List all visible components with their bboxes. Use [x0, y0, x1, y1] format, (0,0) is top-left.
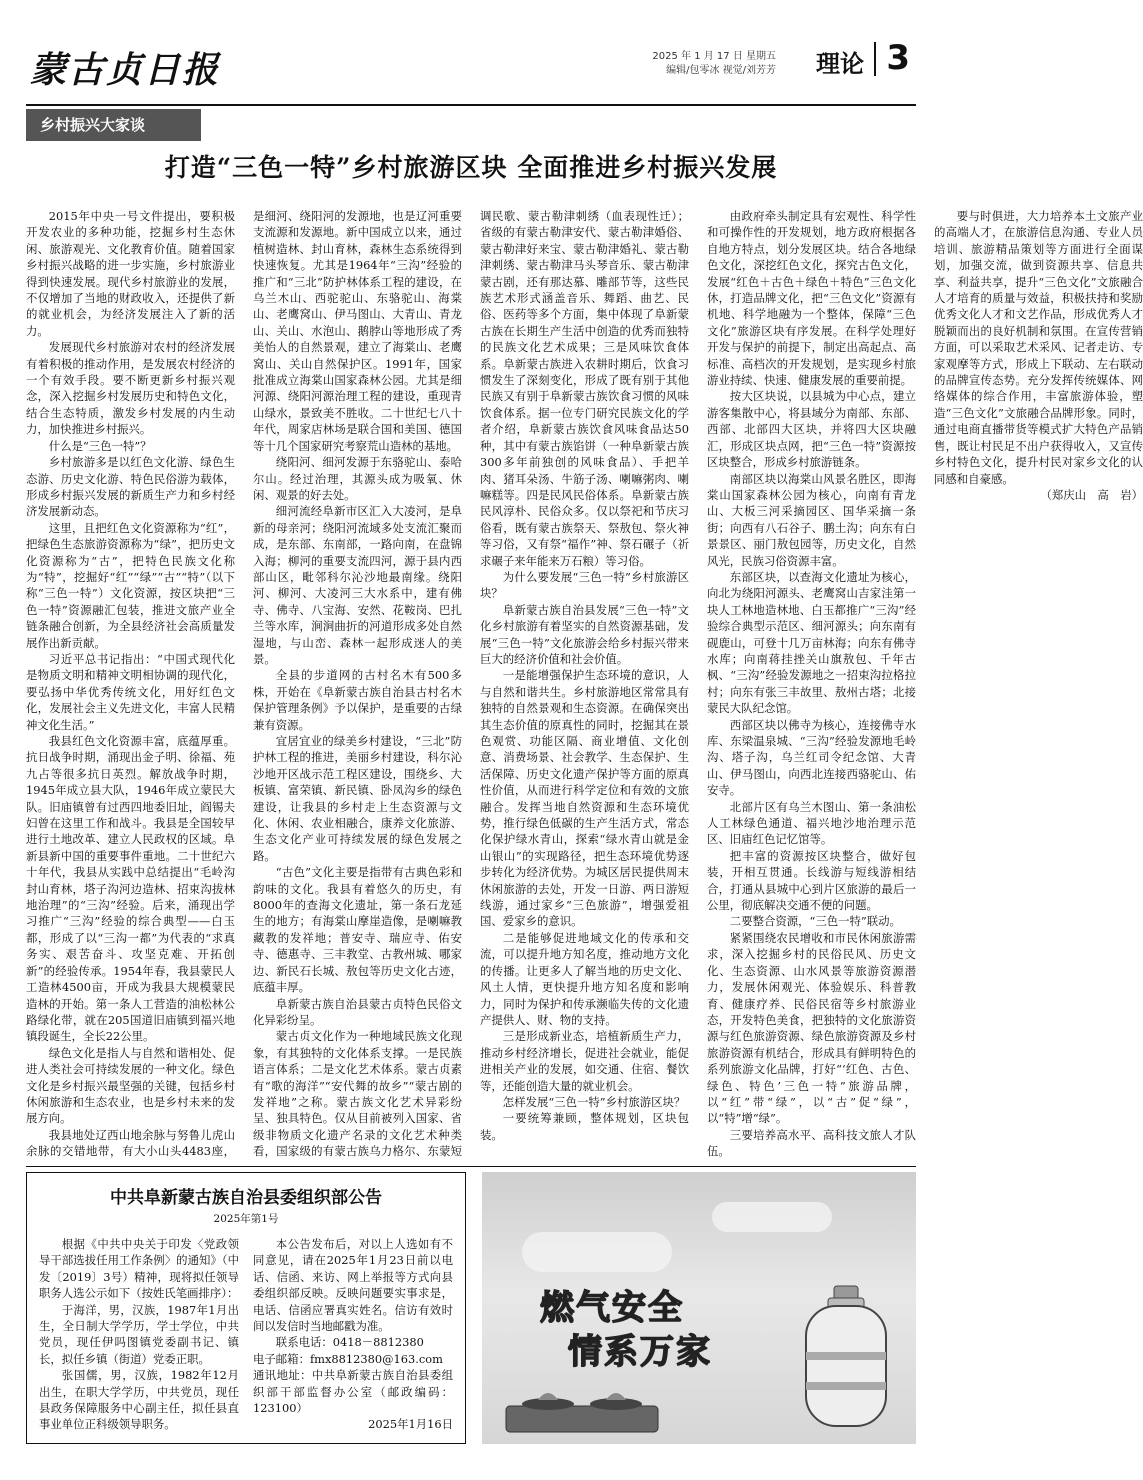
article-paragraph: 西部区块以佛寺为核心，连接佛寺水库、东梁温泉城、“三沟”经验发源地毛岭沟、塔子沟，乌兰红司令纪念馆、大青山、伊马图山，向西北连接西骆驼山、佑安寺。 [707, 717, 916, 798]
cloud-shape [712, 1202, 832, 1232]
notice-phone: 联系电话：0418－8812380 [275, 1335, 424, 1350]
article-paragraph: 由政府牵头制定具有宏观性、科学性和可操作性的开发规划，地方政府根据各自地方特点，划分发展区块。结合各地绿色文化，深挖红色文化，探究古色文化，发展“红色＋古色＋绿色＋特色”三色文化休，打造品牌文化，把“三色文化”资源有机地、科学地融为一个整体，保障“三色文化”旅游区块有序发展。在科学处理好开发与保护的前提下，制定出高起点、高标准、高档次的开发规划，是实现乡村旅游业持续、快速、健康发展的重要前提。 [707, 209, 916, 388]
article-paragraph: 乡村旅游多是以红色文化游、绿色生态游、历史文化游、特色民俗游为载体，形成乡村振兴发展的新质生产力和乡村经济发展新动态。 [26, 455, 235, 519]
notice-date: 2025年1月16日 [368, 1417, 453, 1432]
article-paragraph: 2015年中央一号文件提出，要积极开发农业的多种功能，挖掘乡村生态休闲、旅游观光、文化教育价值。随着国家乡村振兴战略的进一步实施，乡村旅游业得到快速发展。现代乡村旅游业的发展，不仅增加了当地的财政收入，还提供了新的就业机会，为经济发展注入了新的活力。 [26, 209, 235, 338]
gas-safety-ad [482, 1172, 916, 1444]
notice-paragraph: 张国儒，男，汉族，1982年12月出生，在职大学学历，中共党员，现任县政务保障服务中心副主任，拟任县直事业单位正科级领导职务。 [39, 1368, 239, 1432]
article-paragraph: 阜新蒙古族自治县发展“三色一特”文化乡村旅游有着坚实的自然资源基础，发展“三色一特”文化旅游会给乡村振兴带来巨大的经济价值和社会价值。 [480, 602, 689, 666]
gas-tank-icon [798, 1282, 894, 1432]
header-rule [26, 104, 916, 106]
article-paragraph: 什么是“三色一特”？ [48, 438, 152, 453]
article-paragraph: 北部片区有乌兰木图山、第一条油松人工林绿色通道、福兴地沙地治理示范区、旧庙红色记忆馆等。 [707, 799, 916, 847]
article-paragraph: 阜新蒙古族自治县蒙古贞特色民俗文化异彩纷呈。 [253, 996, 462, 1027]
issue-meta [652, 50, 776, 78]
article-paragraph: 三要培养高水平、高科技文旅人才队伍。 [707, 1127, 916, 1159]
article-paragraph: 一是能增强保护生态环境的意识，人与自然和谐共生。乡村旅游地区常常具有独特的自然景观和生态资源。在确保突出其生态价值的原真性的同时，挖掘其在景色观赏、功能区隔、商业增值、文化创意、消费场景、社会教学、生态保护、生活保障、历史文化遗产保护等方面的原真性价值，从而进行科学定位和有效的文旅融合。发挥当地自然资源和生态环境优势，推行绿色低碳的生产生活方式，常态化保护绿水青山，探索“绿水青山就是金山银山”的实现路径，把生态环境优势逐步转化为经济优势。为城区居民提供周末休闲旅游的去处，开发一日游、两日游短线游，通过家乡“三色旅游”，增强爱祖国、爱家乡的意识。 [480, 668, 689, 929]
editors-line: 编辑/包零冰 视觉/刘芳芳 [666, 65, 776, 76]
article-paragraph: 发展现代乡村旅游对农村的经济发展有着积极的推动作用，是发展农村经济的一个有效手段。要不断更新乡村振兴观念，深入挖掘乡村发展历史和特色文化，结合生态特质，激发乡村发展的内生动力，加快推进乡村振兴。 [26, 340, 235, 437]
page-number: 3 [886, 38, 910, 78]
article-paragraph: 按大区块说，以县城为中心点，建立游客集散中心，将县域分为南部、东部、西部、北部四大区块，并将四大区块融汇，形成区块点网，把“三色一特”资源按区块整合，形成乡村旅游链条。 [707, 389, 916, 470]
article-paragraph: 要与时俱进，大力培养本土文旅产业的高端人才，在旅游信息沟通、专业人员培训、旅游精品策划等方面进行全面谋划，加强交流，做到资源共享、信息共享、利益共享，提升“三色文化”文旅融合人才培育的质量与效益，积极扶持和奖励优秀文化人才和文艺作品，形成优秀人才脱颖而出的良好机制和氛围。在宣传营销方面，可以采取艺术采风、记者走访、专家观摩等方式，形成上下联动、左右联动的品牌宣传态势。充分发挥传统媒体、网络媒体的综合作用，丰富旅游体验，塑造“三色文化”文旅融合品牌形象。同时，通过电商直播带货等模式扩大特色产品销售，既让村民足不出户获得收入，又宣传乡村特色文化，提升村民对家乡文化的认同感和自豪感。 [934, 209, 1143, 486]
article-paragraph: 紧紧围绕农民增收和市民休闲旅游需求，深入挖掘乡村的民俗民风、历史文化、生态资源、山水风景等旅游资源潜力，发展休闲观光、体验娱乐、科普教育、健康疗养、民俗民宿等乡村旅游业态，开发特色美食，把独特的文化旅游资源与红色旅游资源、绿色旅游资源及乡村旅游资源有机结合，形成具有鲜明特色的系列旅游文化品牌，打好“‘红色、古色、绿色、特色’三色一特”旅游品牌，以“红”带“绿”，以“古”促“绿”，以“特”增“绿”。 [707, 930, 916, 1126]
notice-title: 中共阜新蒙古族自治县委组织部公告 [110, 1188, 382, 1208]
article-paragraph: 二是能够促进地域文化的传承和交流，可以提升地方知名度，推动地方文化的传播。让更多人了解当地的历史文化、风土人情，更快提升地方知名度和影响力，同时为保护和传承濒临失传的文化遗产提供人、财、物的支持。 [480, 930, 689, 1027]
article-paragraph: 二要整合资源，“三色一特”联动。 [729, 914, 901, 929]
cloud-shape [522, 1232, 672, 1272]
article-paragraph: 把丰富的资源按区块整合，做好包装，开相互贯通。长线游与短线游相结合，打通从县城中心到片区旅游的最后一公里，彻底解决交通不便的问题。 [707, 848, 916, 913]
article-paragraph: 宜居宜业的绿美乡村建设，“三北”防护林工程的推进，美丽乡村建设，科尔沁沙地开区战示范工程区建设，围绕乡、大板镇、富荣镇、新民镇、卧凤沟乡的绿色建设，让我县的乡村走上生态资源与文化、休闲、农业相融合，康养文化旅游、生态文化产业可持续发展的绿色发展之路。 [253, 734, 462, 863]
ad-slogan-2: 情系万家 [568, 1332, 712, 1372]
ad-slogan-1: 燃气安全 [540, 1288, 684, 1328]
article-paragraph: 全县的步道网的古村名木有500多株，开始在《阜新蒙古族自治县古村名木保护管理条例》予以保护，是重要的古绿兼有资源。 [253, 668, 462, 732]
section-divider [874, 42, 876, 76]
article-paragraph: 东部区块，以查海文化遗址为核心，向北为绕阳河源头、老鹰窝山吉家洼第一块人工林地造林地、白玉都推广“三沟”经验综合典型示范区、细河源头；向东南有砚鹿山，可登十几万亩林海；向东有佛寺水库；向南蒋挂挫关山旗敖包、千年古枫、“三沟”经验发源地之一招束沟拉格拉村；向东有张三丰故里、敖州古塔；北接蒙民大队纪念馆。 [707, 569, 916, 716]
article-paragraph: 怎样发展“三色一特”乡村旅游区块？ [502, 1094, 686, 1109]
newspaper-logo: 蒙古贞日报 [30, 49, 221, 91]
article-paragraph: 蒙古贞文化作为一种地域民族文化现象，有其独特的文化体系支撑。一是民族语言体系；二是文化艺术体系。蒙古贞素有“歌的海洋”“安代舞的故乡”“蒙古剧的发祥地”之称。蒙古族文化艺术异彩纷呈、独具特色。仅从目前被列入国家、省级非物质文化遗产名录的文化艺术种类看，国家级的有蒙古族乌力格尔、东蒙短调民歌、蒙古勒津刺绣（血表现性迁）；省级的有蒙古勒津安代、蒙古勒津婚俗、蒙古勒津好来宝、蒙古勒津婚礼、蒙古勒津刺绣、蒙古勒津马头琴音乐、蒙古勒津蒙古剧，还有那达慕、雕部节等，这些民族艺术形式涵盖音乐、舞蹈、曲艺、民俗、医药等多个方面，集中体现了阜新蒙古族在长期生产生活中创造的优秀而独特的民族文化艺术成果；三是风味饮食体系。阜新蒙古族进入农耕时期后，饮食习惯发生了深刻变化，形成了既有别于其他民族又有别于阜新蒙古族饮食习惯的风味饮食体系。据一位专门研究民族文化的学者介绍，阜新蒙古族饮食风味食品达50种，其中有蒙古族馅饼（一种阜新蒙古族300多年前独创的风味食品）、手把羊肉、猪耳朵汤、牛筋子汤、喇嘛粥肉、喇嘛糕等。四是民风民俗体系。阜新蒙古族民风淳朴、民俗众多。仅以祭祀和节庆习俗看，既有蒙古族祭天、祭敖包、祭火神等习俗，又有祭“福作”神、祭石碾子（祈求碾子来年能来万石粮）等习俗。 [253, 209, 689, 1159]
notice-paragraph: 根据《中共中央关于印发〈党政领导干部选拔任用工作条例〉的通知》（中发〔2019〕3号）精神，现将拟任领导职务人选公示如下（按姓氏笔画排序）： [39, 1237, 239, 1301]
article-paragraph: 绕阳河、细河发源于东骆驼山、泰哈尔山。经过治理，其源头成为吸氧、休闲、观景的好去处。 [253, 455, 462, 502]
article-paragraph: “古色”文化主要是指带有古典色彩和韵味的文化。我县有着悠久的历史，有8000年的查海文化遗址，第一条石龙延生的地方；有海棠山摩崖造像，是喇嘛教藏教的发祥地；普安寺、瑞应寺、佑安寺、德惠寺、三丰教堂、古教州城、哪家边、新民石长城、敖包等历史文化古迹，底蕴丰厚。 [253, 865, 462, 995]
article-paragraph: 习近平总书记指出：“中国式现代化是物质文明和精神文明相协调的现代化，要弘扬中华优秀传统文化，用好红色文化，发展社会主义先进文化，丰富人民精神文化生活。” [26, 651, 235, 732]
issue-date: 2025 年 1 月 17 日 星期五 [652, 51, 776, 62]
notice-paragraph: 于海洋，男，汉族，1987年1月出生，全日制大学学历，学士学位，中共党员，现任伊吗图镇党委副书记、镇长，拟任乡镇（街道）党委正职。 [39, 1302, 239, 1366]
article-paragraph: 三是形成新业态，培植新质生产力，推动乡村经济增长，促进社会就业，能促进相关产业的发展，如交通、住宿、餐饮等，还能创造大量的就业机会。 [480, 1029, 689, 1093]
author-signature: （郑庆山 高 岩） [1040, 487, 1143, 502]
article-paragraph: 绿色文化是指人与自然和谐相处、促进人类社会可持续发展的一种文化。绿色文化是乡村振兴最坚强的关键，包括乡村休闲旅游和生态农业，也是乡村未来的发展方向。 [26, 1045, 235, 1126]
notice-body [39, 1236, 453, 1446]
gas-stove-icon [502, 1384, 662, 1436]
article-paragraph: 南部区块以海棠山风景名胜区，即海棠山国家森林公园为核心，向南有青龙山、大板三河采摘园区、国华采摘一条街；向西有八石谷子、鹏土沟；向东有白景景区、丽门敖包园等，历史文化，自然风光，民族习俗资源丰富。 [707, 471, 916, 568]
article-body [26, 208, 1143, 1160]
article-paragraph: 我县地处辽西山地余脉与努鲁儿虎山余脉的交错地带，有大小山头4483座，是细河、绕阳河的发源地，也是辽河重要支流源和发源地。新中国成立以来，通过植树造林、封山育林，森林生态系统得到快速恢复。尤其是1964年“三沟”经验的推广和“三北”防护林体系工程的建设，在乌兰木山、西驼驼山、东骆驼山、海棠山、老鹰窝山、伊马图山、大青山、青龙山、关山、水泡山、鹅脖山等地形成了秀美怡人的自然景观，建立了海棠山、老鹰窝山、关山自然保护区。1991年，国家批准成立海棠山国家森林公园。尤其是细河源、绕阳河源治理工程的建设，重现青山绿水，景致美不胜收。二十世纪七八十年代，周家店林场是联合国和美国、德国等十几个国家研究考察荒山造林的基地。 [26, 209, 462, 1159]
notice-number: 2025年第1号 [213, 1213, 279, 1225]
headline: 打造“三色一特”乡村旅游区块 全面推进乡村振兴发展 [164, 153, 778, 182]
masthead [26, 40, 916, 100]
article-paragraph: 细河流经阜新市区汇入大凌河，是阜新的母亲河；绕阳河流域多处支流汇聚而成，是东部、东南部，一路向南，在盘锦入海；柳河的重要支流四河，源于县内西部山区，毗邻科尔沁沙地最南缘。绕阳河、柳河、大凌河三大水系中，建有佛寺、佛寺、八宝海、安然、花鞍岗、巴扎兰等水库，涧涧曲折的河道形成多处自然湿地，与山峦、森林一起形成迷人的美景。 [253, 504, 462, 666]
article-paragraph: 我县红色文化资源丰富，底蕴厚重。抗日战争时期，涌现出金子明、徐福、苑九占等很多抗日英烈。解放战争时期，1945年成立县大队，1946年成立蒙民大队。旧庙镇曾有过西四地委旧址，阎锡夫妇曾在这里工作和战斗。我县是全国较早进行土地改革、建立人民政权的区域。阜新县新中国的重要事件重地。二十世纪六十年代，我县从实践中总结提出“毛岭沟封山育林，塔子沟河边造林、招束沟拔林地治理”的“三沟”经验。后来，涌现出学习推广“三沟”经验的综合典型——白玉都，形成了以“三沟一都”为代表的“求真务实、艰苦奋斗、攻坚克难、开拓创新”的经验传承。1954年春，我县蒙民人工造林4500亩，开成为我县大规模蒙民造林的开始。第一条人工营造的油松林公路绿化带，就在205国道旧庙镇到福兴地镇段诞生，全长22公里。 [26, 734, 235, 1044]
article-paragraph: 为什么要发展“三色一特”乡村旅游区块？ [480, 569, 689, 601]
notice-box [26, 1172, 466, 1444]
section-rule [26, 1166, 916, 1167]
article-paragraph: 一要统筹兼顾，整体规划，区块包装。 [480, 1111, 689, 1142]
notice-address: 通讯地址：中共阜新蒙古族自治县委组织部干部监督办公室（邮政编码：123100） [253, 1368, 453, 1416]
notice-email: 电子邮箱：fmx8812380@163.com [253, 1351, 443, 1366]
article-paragraph: 这里，且把红色文化资源称为“红”，把绿色生态旅游资源称为“绿”，把历史文化资源称为“古”，把特色民族文化称为“特”，挖掘好“红”“绿”“古”“特”（以下称“三色一特”）文化资源，按区块把“三色一特”资源融汇包装，推进文旅产业全链条融合创新，为全县经济社会高质量发展作出新贡献。 [26, 520, 235, 650]
column-tag: 乡村振兴大家谈 [26, 109, 201, 141]
notice-paragraph: 本公告发布后，对以上人选如有不同意见，请在2025年1月23日前以电话、信函、来访、网上举报等方式向县委组织部反映。反映问题要实事求是，电话、信函应署真实姓名。信访有效时间以发信时当地邮戳为准。 [253, 1237, 453, 1334]
section-name: 理论 [816, 50, 864, 78]
